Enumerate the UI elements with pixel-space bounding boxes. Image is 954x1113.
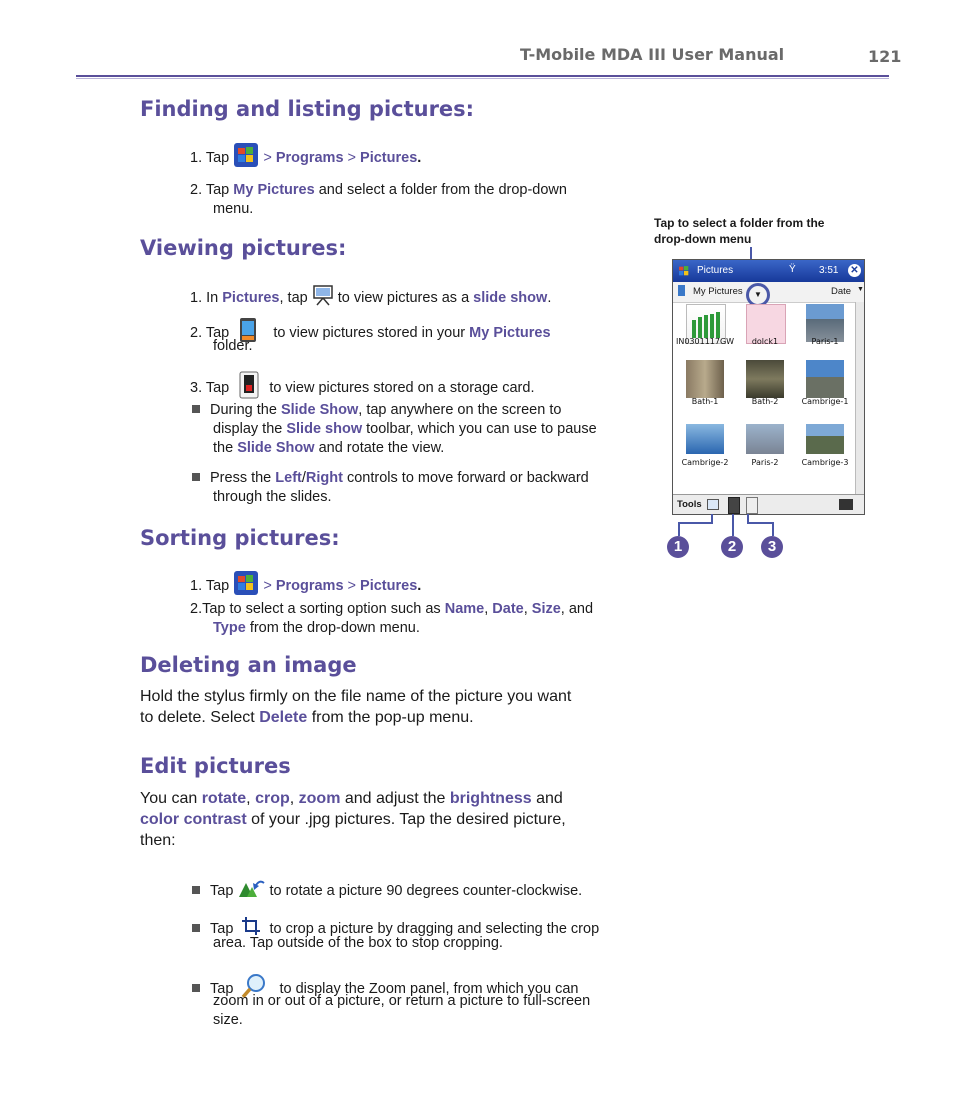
folder-dropdown[interactable]: My Pictures <box>693 286 743 297</box>
edit-line-3: then: <box>140 832 176 849</box>
page-number: 121 <box>868 47 902 66</box>
heading-edit: Edit pictures <box>140 754 291 778</box>
rotate-icon <box>237 877 265 905</box>
slide-show-icon[interactable] <box>707 499 719 510</box>
callout-line <box>711 514 713 524</box>
viewing-step-2-cont: folder. <box>213 338 253 354</box>
scrollbar[interactable] <box>855 302 865 494</box>
finding-step-1: 1. Tap > Programs > Pictures. <box>190 142 421 174</box>
edit-bullet-crop-cont: area. Tap outside of the box to stop cropping. <box>213 935 503 951</box>
thumb-label: Bath-1 <box>691 397 719 406</box>
viewing-step-3: 3. Tap to view pictures stored on a storage card. <box>190 371 534 405</box>
start-menu-icon <box>233 570 259 602</box>
app-title: Pictures <box>697 265 734 276</box>
chevron-down-icon[interactable]: ▼ <box>746 283 770 307</box>
thumb-label: dolck1 <box>751 337 779 346</box>
heading-finding: Finding and listing pictures: <box>140 97 475 121</box>
start-menu-icon <box>676 263 692 282</box>
sort-dropdown[interactable]: Date <box>831 286 852 297</box>
bullet-square <box>192 473 200 481</box>
viewing-step-2: 2. Tap to view pictures stored in your My Pictures <box>190 317 551 349</box>
pictures-screenshot <box>672 259 865 515</box>
callout-3: 3 <box>761 536 783 558</box>
callout-line <box>747 514 749 524</box>
callout-1: 1 <box>667 536 689 558</box>
callout-line <box>747 522 773 524</box>
finding-step-2: 2. Tap My Pictures and select a folder from the drop-down <box>190 182 567 198</box>
thumb-label: Bath-2 <box>751 397 779 406</box>
header-rule-light <box>76 78 889 79</box>
heading-viewing: Viewing pictures: <box>140 236 347 260</box>
keyboard-icon[interactable] <box>839 499 853 510</box>
figure-caption: Tap to select a folder from the drop-down menu <box>654 216 825 246</box>
callout-line <box>678 522 712 524</box>
edit-bullet-crop: Tap to crop a picture by dragging and selecting the crop <box>192 916 599 942</box>
viewing-bullet-2-cont: through the slides. <box>213 489 332 505</box>
thumb-label: IN0301117GW <box>676 337 735 346</box>
deleting-line-1: Hold the stylus firmly on the file name of the picture you want <box>140 688 572 705</box>
viewing-bullet-1-l2: display the Slide show toolbar, which you can use to pause <box>213 421 597 437</box>
edit-bullet-rotate: Tap to rotate a picture 90 degrees counter-clockwise. <box>192 877 582 905</box>
folder-bar <box>673 282 864 303</box>
bullet-square <box>192 405 200 413</box>
storage-card-icon[interactable] <box>746 497 758 514</box>
manual-title: T-Mobile MDA III User Manual <box>520 45 785 64</box>
thumb-label: Paris-1 <box>811 337 839 346</box>
edit-bullet-zoom-cont: zoom in or out of a picture, or return a picture to full-screen <box>213 993 591 1009</box>
thumb-label: Cambrige-3 <box>801 458 849 467</box>
thumbnail-paris-2[interactable] <box>746 424 784 454</box>
sorting-step-2: 2.Tap to select a sorting option such as Name, Date, Size, and <box>190 601 594 617</box>
thumbnail-cambrige-1[interactable] <box>806 360 844 398</box>
thumbnail-cambrige-2[interactable] <box>686 424 724 454</box>
viewing-bullet-2: Press the Left/Right controls to move forward or backward <box>192 469 589 488</box>
bullet-square <box>192 924 200 932</box>
deleting-line-2: to delete. Select Delete from the pop-up menu. <box>140 709 474 726</box>
thumb-label: Cambrige-2 <box>681 458 729 467</box>
tools-menu[interactable]: Tools <box>677 499 702 510</box>
viewing-step-1: 1. In Pictures, tap to view pictures as a slide show. <box>190 283 551 313</box>
my-device-icon[interactable] <box>728 497 740 514</box>
storage-card-icon <box>239 371 259 405</box>
bullet-square <box>192 984 200 992</box>
header-rule <box>76 75 889 77</box>
chevron-down-icon: ▼ <box>857 286 864 293</box>
callout-2: 2 <box>721 536 743 558</box>
close-icon[interactable]: ✕ <box>848 264 861 277</box>
edit-line-1: You can rotate, crop, zoom and adjust the brightness and <box>140 790 563 807</box>
sorting-step-2-cont: Type from the drop-down menu. <box>213 620 420 636</box>
thumb-label: Cambrige-1 <box>801 397 849 406</box>
viewing-bullet-1-l3: the Slide Show and rotate the view. <box>213 440 445 456</box>
thumb-label: Paris-2 <box>751 458 779 467</box>
edit-bullet-zoom: Tap to display the Zoom panel, from which you can <box>192 973 578 1005</box>
callout-line <box>732 514 734 536</box>
thumbnail-bath-2[interactable] <box>746 360 784 398</box>
heading-sorting: Sorting pictures: <box>140 526 340 550</box>
edit-line-2: color contrast of your .jpg pictures. Tap the desired picture, <box>140 811 566 828</box>
thumbnail-cambrige-3[interactable] <box>806 424 844 454</box>
sorting-step-1: 1. Tap > Programs > Pictures. <box>190 570 421 602</box>
callout-line <box>678 522 680 536</box>
title-bar <box>673 260 864 282</box>
clock: 3:51 <box>819 265 839 276</box>
finding-step-2-cont: menu. <box>213 201 254 217</box>
bullet-square <box>192 886 200 894</box>
heading-deleting: Deleting an image <box>140 653 357 677</box>
callout-line <box>772 522 774 536</box>
slide-show-icon <box>312 283 334 313</box>
folder-icon <box>678 285 685 296</box>
thumbnail-bath-1[interactable] <box>686 360 724 398</box>
edit-bullet-zoom-cont2: size. <box>213 1012 243 1028</box>
start-menu-icon <box>233 142 259 174</box>
bottom-toolbar <box>673 494 864 515</box>
viewing-bullet-1: During the Slide Show, tap anywhere on the screen to <box>192 401 561 420</box>
signal-icon: Ÿ <box>789 264 796 275</box>
